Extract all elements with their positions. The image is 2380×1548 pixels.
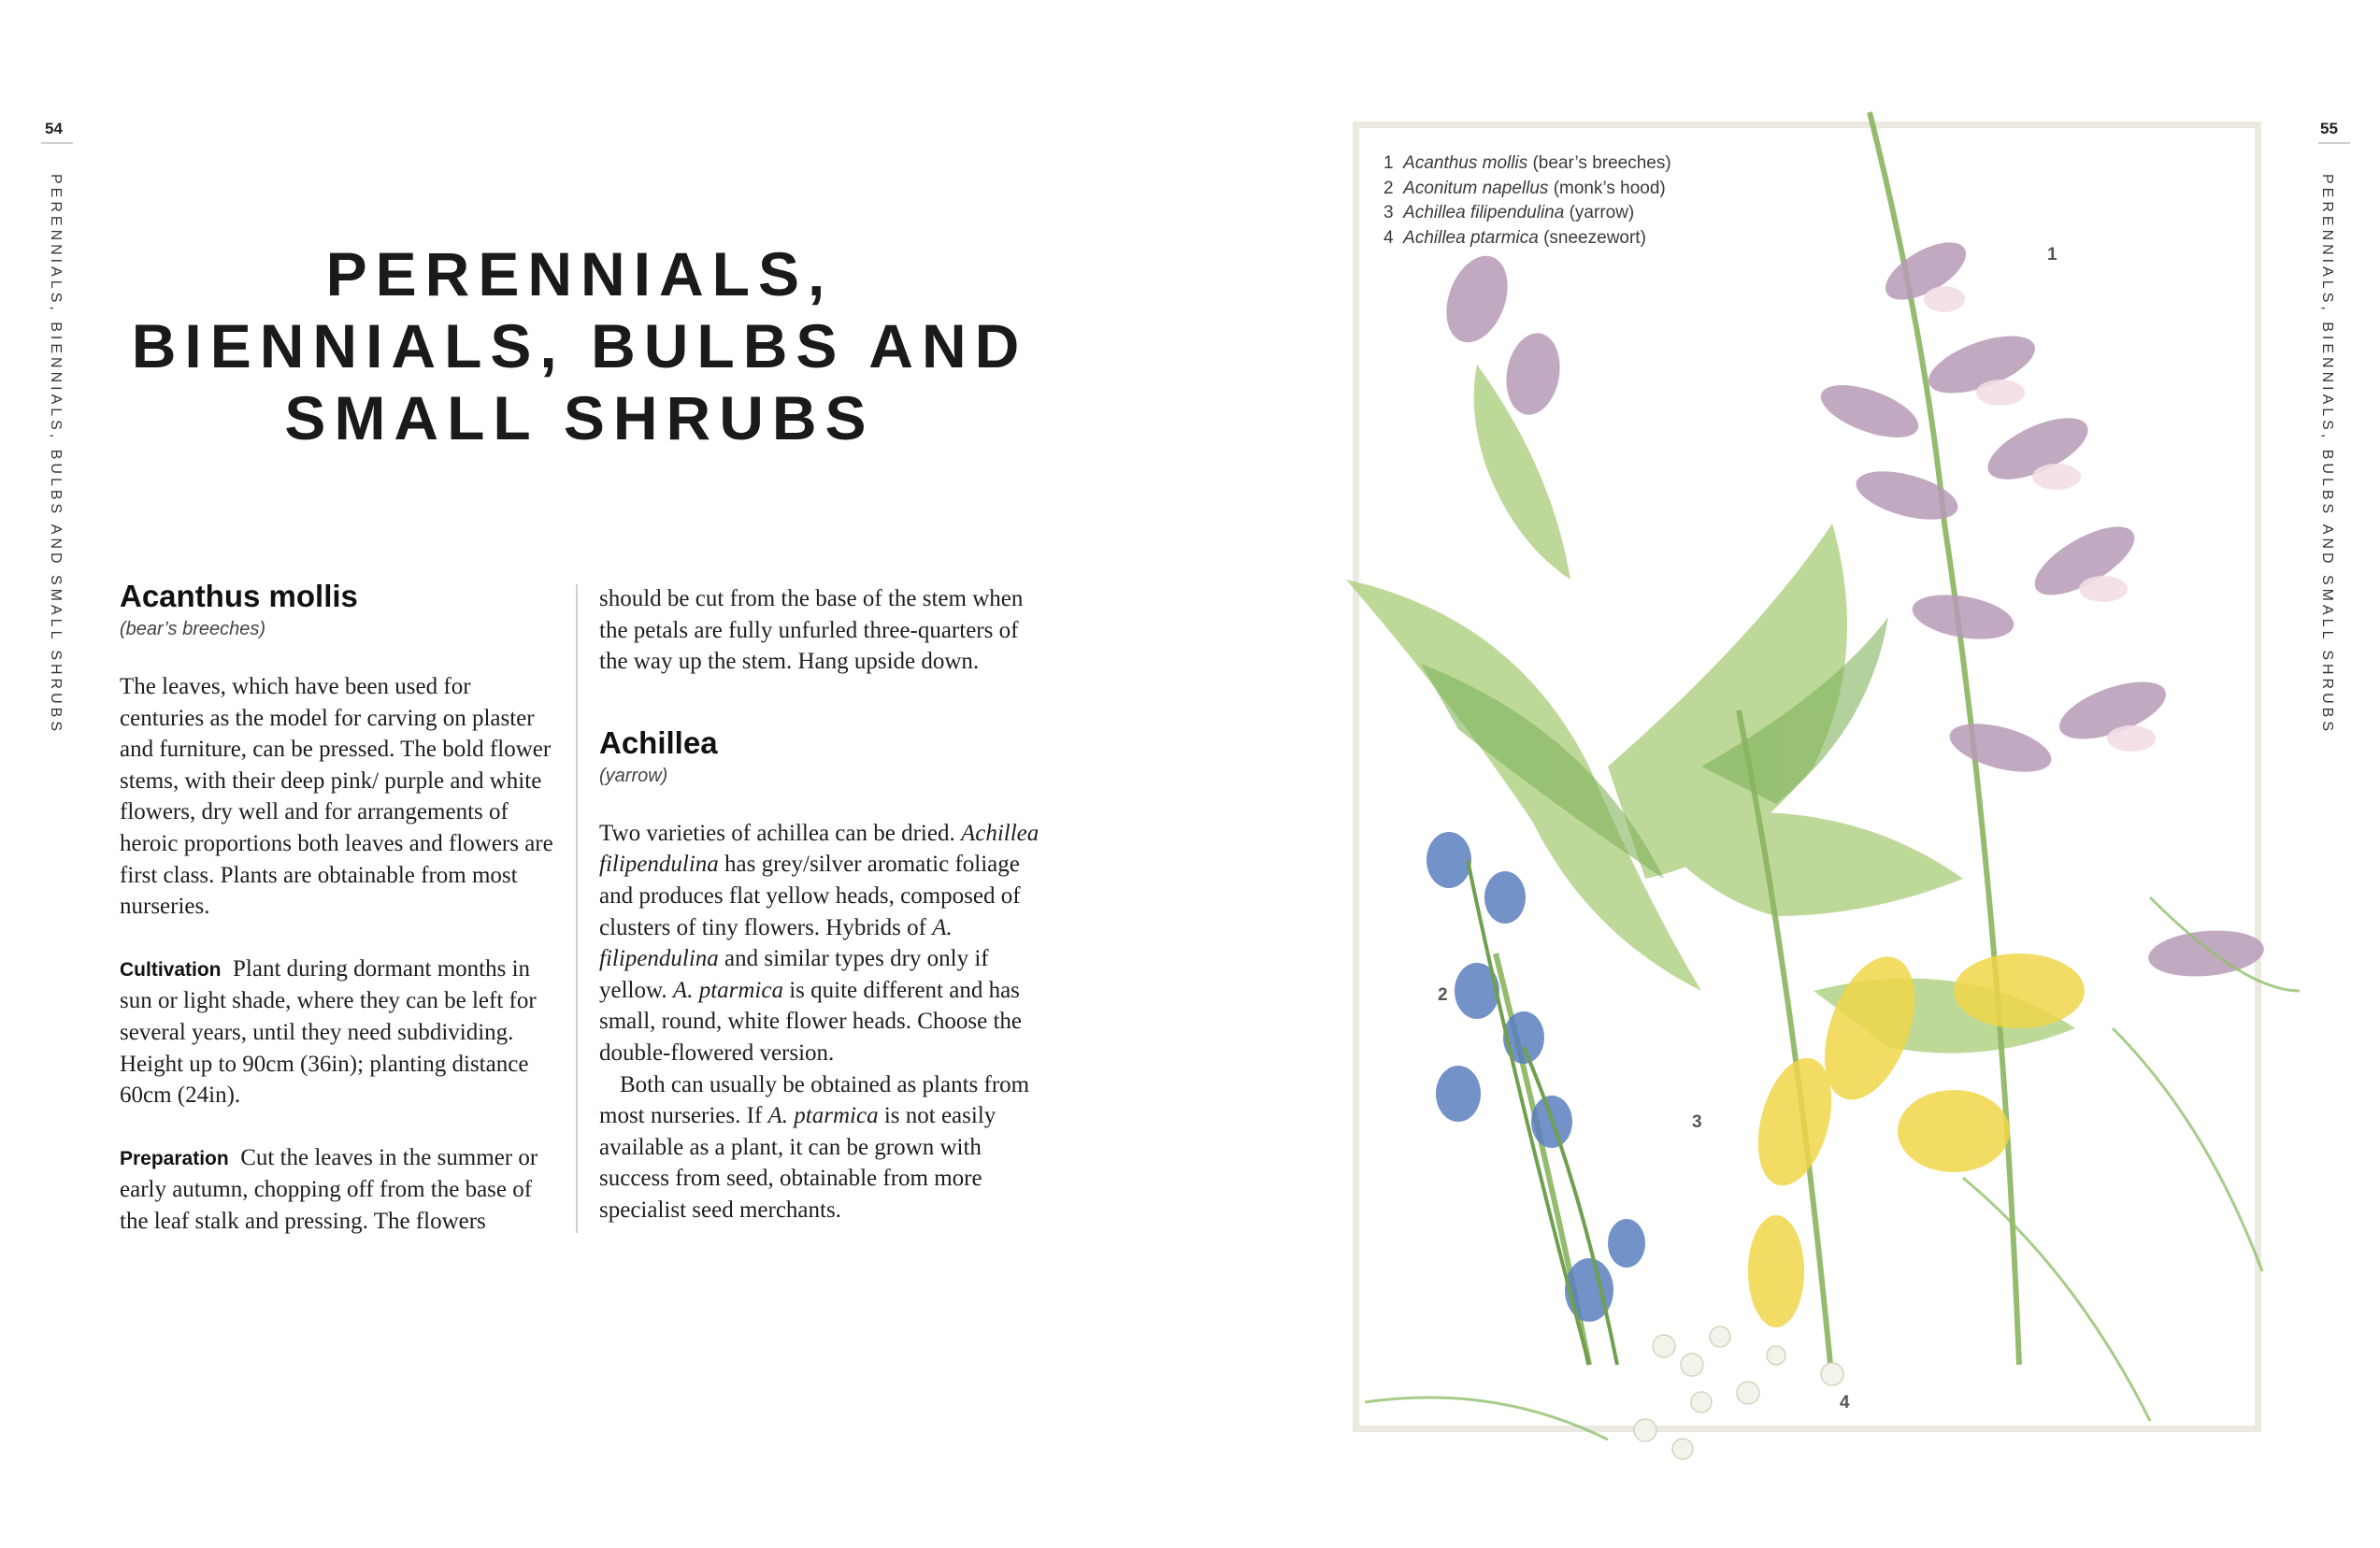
chapter-title-line: SMALL SHRUBS bbox=[284, 383, 875, 452]
caption-item: 1 Acanthus mollis (bear’s breeches) bbox=[1384, 153, 1671, 173]
common-name-acanthus: (bear’s breeches) bbox=[120, 619, 266, 639]
label-preparation: Preparation bbox=[120, 1147, 229, 1169]
caption-item: 2 Aconitum napellus (monk’s hood) bbox=[1384, 178, 1666, 198]
plate-label-2: 2 bbox=[1438, 985, 1448, 1005]
botanical-illustration bbox=[1309, 56, 2318, 1477]
section-heading-acanthus: Acanthus mollis bbox=[120, 579, 358, 613]
paragraph-achillea-2: Both can usually be obtained as plants from most nurseries. If A. ptarmica is not easily available as a plant, it can be grown with success from seed, obtainable from more specialist seed merchants. bbox=[599, 1071, 1030, 1223]
page-number-rule bbox=[41, 142, 73, 144]
paragraph-achillea-1: Two varieties of achillea can be dried. Achillea filipendulina has grey/silver aromatic foliage and produces flat yellow heads, composed of clusters of tiny flowers. Hybrids of A. filipendulina and similar types dry only if yellow. A. ptarmica is quite different and has small, round, white flower heads. Choose the double-flowered version. bbox=[599, 820, 1039, 1066]
paragraph-preparation bbox=[120, 1142, 554, 1238]
paragraph-intro: The leaves, which have been used for centuries as the model for carving on plaster and furniture, can be pressed. The bold flower stems, with their deep pink/ purple and white flowers, dry well and for arrangements of heroic proportions both leaves and flowers are first class. Plants are obtainable from most nurseries. bbox=[120, 674, 553, 920]
text-preparation: Cut the leaves in the summer or early autumn, chopping off from the base of the leaf stalk and pressing. The flowers bbox=[120, 1144, 538, 1234]
text-cultivation: Plant during dormant months in sun or light shade, where they can be left for several years, until they need subdividing. Height up to 90cm (36in); planting distance 60cm (24in). bbox=[120, 955, 537, 1109]
chapter-title-line: PERENNIALS, bbox=[325, 239, 834, 308]
page-number-rule bbox=[2318, 142, 2350, 144]
text-column-2 bbox=[599, 583, 1048, 1226]
page-number-left: 54 bbox=[45, 120, 63, 137]
column-divider bbox=[576, 584, 578, 1233]
section-heading-achillea: Achillea bbox=[599, 724, 718, 760]
chapter-title bbox=[112, 238, 1047, 454]
chapter-title-line: BIENNIALS, BULBS AND bbox=[131, 311, 1028, 380]
paragraph-preparation-continued: should be cut from the base of the stem when the petals are fully unfurled three-quarters of the way up the stem. Hang upside down. bbox=[599, 586, 1024, 675]
running-head-left: PERENNIALS, BIENNIALS, BULBS AND SMALL SHRUBS bbox=[48, 174, 64, 735]
common-name-achillea: (yarrow) bbox=[599, 765, 668, 786]
plate-label-4: 4 bbox=[1840, 1393, 1850, 1412]
plate-caption bbox=[1384, 151, 1671, 251]
running-head-right: PERENNIALS, BIENNIALS, BULBS AND SMALL SHRUBS bbox=[2319, 174, 2335, 735]
label-cultivation: Cultivation bbox=[120, 958, 222, 981]
sneezewort-flowers bbox=[1634, 1326, 1843, 1459]
paragraph-cultivation bbox=[120, 953, 554, 1111]
caption-item: 3 Achillea filipendulina (yarrow) bbox=[1384, 203, 1635, 222]
caption-item: 4 Achillea ptarmica (sneezewort) bbox=[1384, 227, 1646, 248]
text-column-1 bbox=[120, 578, 554, 1238]
plate-label-1: 1 bbox=[2047, 245, 2057, 265]
plate-label-3: 3 bbox=[1692, 1112, 1702, 1132]
page-number-right: 55 bbox=[2320, 120, 2338, 137]
